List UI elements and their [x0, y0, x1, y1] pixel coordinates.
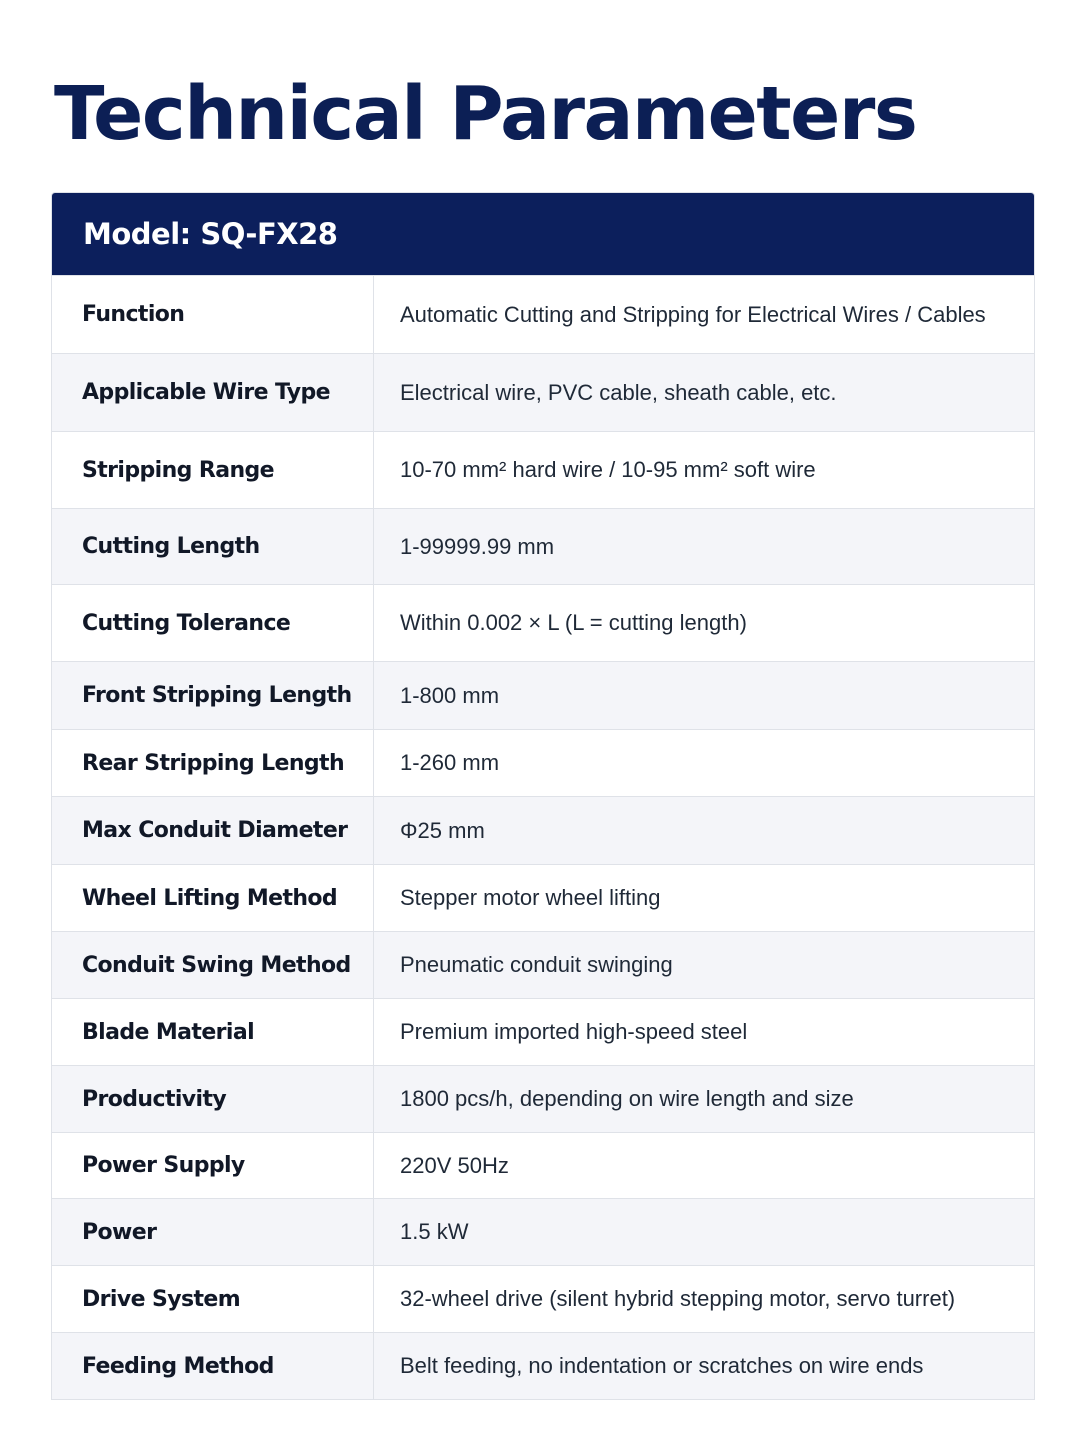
row-label: Wheel Lifting Method	[52, 865, 374, 931]
row-label: Front Stripping Length	[52, 662, 374, 729]
row-label: Drive System	[52, 1266, 374, 1332]
table-header	[52, 193, 1034, 275]
row-label: Function	[52, 276, 374, 353]
table-row	[52, 729, 1034, 796]
row-value: Pneumatic conduit swinging	[400, 952, 673, 977]
row-value: Within 0.002 × L (L = cutting length)	[400, 610, 747, 635]
row-value: Belt feeding, no indentation or scratches on wire ends	[400, 1353, 924, 1378]
page-title: Technical Parameters	[54, 71, 917, 157]
row-label: Max Conduit Diameter	[52, 797, 374, 864]
row-value: 1.5 kW	[400, 1219, 469, 1244]
row-label: Stripping Range	[52, 432, 374, 508]
table-row	[52, 1198, 1034, 1265]
table-row	[52, 796, 1034, 864]
table-row	[52, 661, 1034, 729]
row-label: Cutting Length	[52, 509, 374, 584]
row-value: Stepper motor wheel lifting	[400, 885, 661, 910]
row-value: 32-wheel drive (silent hybrid stepping motor, servo turret)	[400, 1286, 956, 1311]
table-row	[52, 998, 1034, 1065]
row-label: Blade Material	[52, 999, 374, 1065]
table-row	[52, 353, 1034, 431]
row-value: 10-70 mm² hard wire / 10-95 mm² soft wire	[400, 457, 816, 482]
row-value: 1800 pcs/h, depending on wire length and size	[400, 1086, 854, 1111]
row-value: Φ25 mm	[400, 817, 485, 843]
row-value: 220V 50Hz	[400, 1152, 509, 1178]
table-row	[52, 1265, 1034, 1332]
row-value: 1-99999.99 mm	[400, 533, 555, 559]
table-row	[52, 1065, 1034, 1132]
model-label: Model: SQ-FX28	[83, 217, 338, 251]
row-label: Applicable Wire Type	[52, 354, 374, 431]
row-value: Premium imported high-speed steel	[400, 1019, 748, 1044]
row-label: Conduit Swing Method	[52, 932, 374, 998]
table-row	[52, 1332, 1034, 1399]
row-value: 1-800 mm	[400, 682, 500, 708]
spec-table	[51, 192, 1035, 1400]
table-row	[52, 931, 1034, 998]
row-label: Power	[52, 1199, 374, 1265]
row-label: Feeding Method	[52, 1333, 374, 1399]
table-row	[52, 584, 1034, 661]
row-label: Rear Stripping Length	[52, 730, 374, 796]
row-label: Power Supply	[52, 1133, 374, 1198]
table-row	[52, 1132, 1034, 1198]
table-row	[52, 864, 1034, 931]
table-row	[52, 431, 1034, 508]
row-value: Electrical wire, PVC cable, sheath cable, etc.	[400, 379, 837, 405]
row-value: Automatic Cutting and Stripping for Electrical Wires / Cables	[400, 301, 986, 327]
row-label: Cutting Tolerance	[52, 585, 374, 661]
row-label: Productivity	[52, 1066, 374, 1132]
table-row	[52, 508, 1034, 584]
table-row	[52, 275, 1034, 353]
row-value: 1-260 mm	[400, 750, 500, 775]
